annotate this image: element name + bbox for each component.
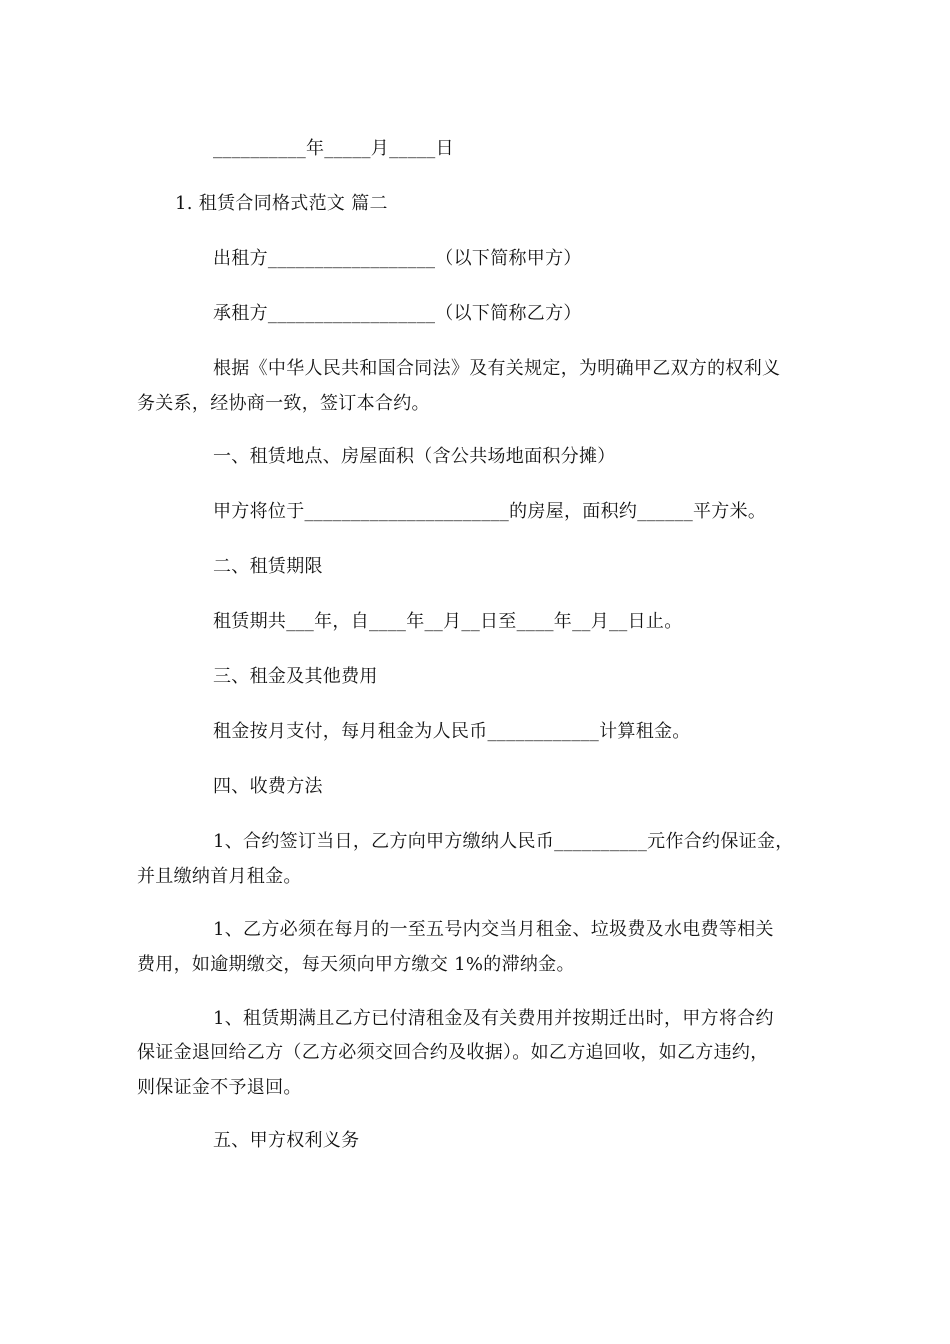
heading-rent-fees: 三、租金及其他费用 [213,666,378,687]
heading-location-area: 一、租赁地点、房屋面积（含公共场地面积分摊） [213,446,616,467]
section-title: 1. 租赁合同格式范文 篇二 [175,193,388,214]
date-line: __________年_____月_____日 [213,138,454,159]
payment-clause-3-line-2: 保证金退回给乙方（乙方必须交回合约及收据）。如乙方追回收，如乙方违约， [137,1042,769,1063]
heading-lessor-rights: 五、甲方权利义务 [213,1130,360,1151]
heading-payment-method: 四、收费方法 [213,776,323,797]
clause-rent: 租金按月支付，每月租金为人民币____________计算租金。 [213,721,691,742]
clause-lease-term: 租赁期共___年，自____年__月__日至____年__月__日止。 [213,611,683,632]
payment-clause-1-line-1: 1、合约签订当日，乙方向甲方缴纳人民币__________元作合约保证金， [213,831,794,852]
payment-clause-1-line-2: 并且缴纳首月租金。 [137,866,302,887]
clause-location: 甲方将位于______________________的房屋，面积约______平方米。 [213,501,767,522]
payment-clause-2-line-1: 1、乙方必须在每月的一至五号内交当月租金、垃圾费及水电费等相关 [213,919,774,940]
intro-paragraph-line-1: 根据《中华人民共和国合同法》及有关规定，为明确甲乙双方的权利义 [213,358,781,379]
lessee-line: 承租方__________________（以下简称乙方） [213,303,582,324]
payment-clause-3-line-1: 1、租赁期满且乙方已付清租金及有关费用并按期迁出时，甲方将合约 [213,1008,774,1029]
intro-paragraph-line-2: 务关系，经协商一致，签订本合约。 [137,393,430,414]
heading-lease-term: 二、租赁期限 [213,556,323,577]
payment-clause-2-line-2: 费用，如逾期缴交，每天须向甲方缴交 1%的滞纳金。 [137,954,575,975]
lessor-line: 出租方__________________（以下简称甲方） [213,248,582,269]
payment-clause-3-line-3: 则保证金不予退回。 [137,1077,302,1098]
